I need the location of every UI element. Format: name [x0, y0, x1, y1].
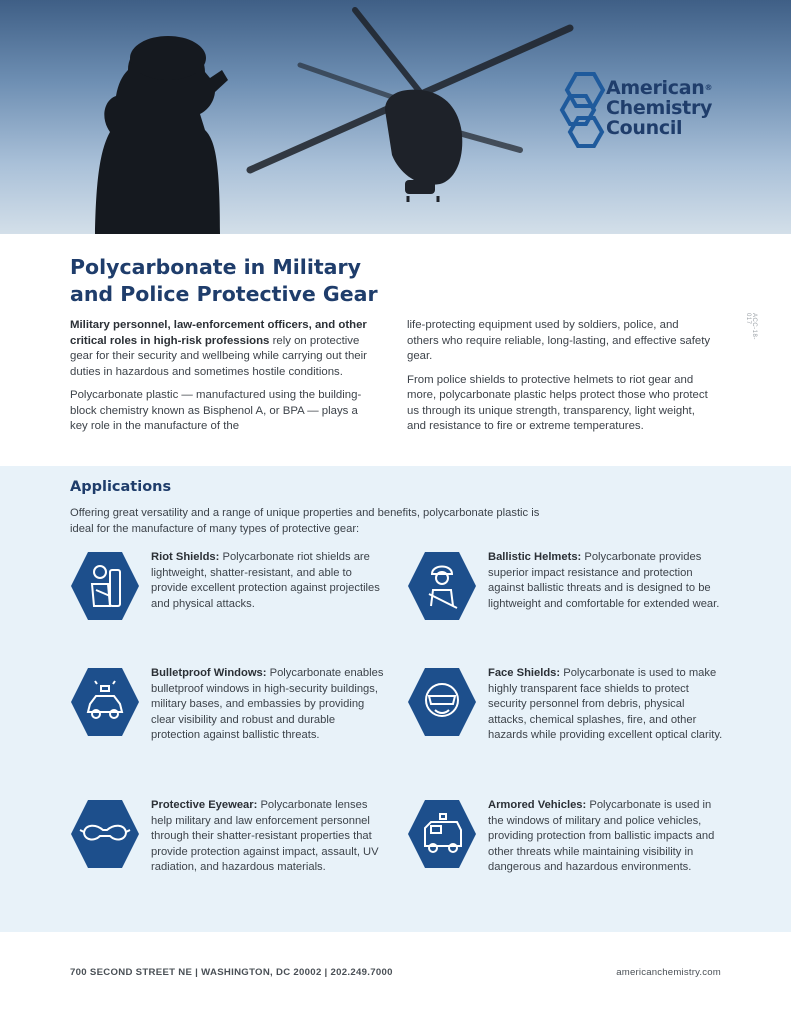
acc-logo[interactable] [556, 66, 726, 156]
application-riot-shields [70, 550, 400, 660]
armored-vehicle-icon [407, 798, 477, 870]
logo-line-council: Council [606, 117, 683, 139]
logo-wordmark: American® Chemistry Council [606, 77, 713, 139]
ballistic-helmets-body: Polycarbonate provides superior impact resistance and protection against ballistic threats and is designed to be lightweight and comfortable for extended wear. [488, 551, 720, 610]
face-shields-text [488, 666, 723, 744]
police-car-icon [70, 666, 140, 738]
face-shield-icon [407, 666, 477, 738]
face-shields-body: Polycarbonate is used to make highly transparent face shields to protect security personnel from debris, physical attacks, chemical splashes, fire, and other hazards while providing excellent optical clarity. [488, 667, 723, 741]
intro-lead-rest: rely on protective gear for their security and wellbeing while carrying out their duties in hazardous and sometimes hostile conditions. [70, 334, 367, 378]
intro-paragraph-3: life-protecting equipment used by soldiers, police, and others who require reliable, long-lasting, and effective safety gear. [407, 319, 711, 362]
intro-column-right [407, 318, 712, 443]
riot-shield-icon [70, 550, 140, 622]
application-armored-vehicles [407, 798, 737, 908]
riot-shields-text [151, 550, 386, 612]
protective-eyewear-title: Protective Eyewear: [151, 799, 258, 811]
bulletproof-windows-title: Bulletproof Windows: [151, 667, 267, 679]
ballistic-helmets-title: Ballistic Helmets: [488, 551, 582, 563]
protective-eyewear-body: Polycarbonate lenses help military and law enforcement personnel through their shatter-resistant properties that provide protection against impact, assault, UV radiation, and hazardous materials. [151, 799, 379, 873]
document-title: Polycarbonate in Military and Police Protective Gear [70, 255, 378, 306]
intro-lead-bold: Military personnel, law-enforcement officers, and other critical roles in high-risk professions [70, 319, 367, 347]
applications-intro: Offering great versatility and a range of unique properties and benefits, polycarbonate plastic is ideal for the manufacture of many types of protective gear: [70, 507, 540, 535]
goggles-icon [70, 798, 140, 870]
armored-vehicles-title: Armored Vehicles: [488, 799, 587, 811]
logo-line-american: American [606, 77, 705, 99]
footer-address: 700 SECOND STREET NE | WASHINGTON, DC 20002 | 202.249.7000 [70, 967, 393, 978]
hero-banner [0, 0, 791, 234]
hexagon-logo-icon [556, 66, 606, 156]
bulletproof-windows-body: Polycarbonate enables bulletproof windows in high-security buildings, military bases, and embassies by providing clear visibility and robust and durable protection against ballistic threats. [151, 667, 384, 741]
document-code: ACC-18-017 [745, 313, 757, 340]
application-face-shields [407, 666, 737, 776]
applications-heading: Applications [70, 479, 172, 495]
intro-paragraph-2: Polycarbonate plastic — manufactured using the building-block chemistry known as Bisphenol A, or BPA — plays a key role in the manufacture of the [70, 389, 362, 432]
applications-panel [0, 466, 791, 932]
riot-shields-body: Polycarbonate riot shields are lightweight, shatter-resistant, and able to provide excellent protection against projectiles and physical attacks. [151, 551, 380, 610]
footer-website-link[interactable]: americanchemistry.com [616, 967, 721, 978]
ballistic-helmets-text [488, 550, 723, 612]
armored-vehicles-text [488, 798, 723, 876]
ballistic-helmet-icon [407, 550, 477, 622]
riot-shields-title: Riot Shields: [151, 551, 220, 563]
face-shields-title: Face Shields: [488, 667, 561, 679]
application-ballistic-helmets [407, 550, 737, 660]
bulletproof-windows-text [151, 666, 386, 744]
intro-paragraph-1 [70, 318, 375, 380]
protective-eyewear-text [151, 798, 386, 876]
application-protective-eyewear [70, 798, 400, 908]
armored-vehicles-body: Polycarbonate is used in the windows of military and police vehicles, providing protection from ballistic impacts and other threats while maintaining visibility in dangerous and hazardous environments. [488, 799, 715, 873]
application-bulletproof-windows [70, 666, 400, 776]
intro-paragraph-4: From police shields to protective helmets to riot gear and more, polycarbonate plastic helps protect those who protect us through its unique strength, transparency, light weight, and resistance to fire or extreme temperatures. [407, 373, 708, 432]
intro-column-left [70, 318, 375, 443]
logo-line-chemistry: Chemistry [606, 97, 713, 119]
